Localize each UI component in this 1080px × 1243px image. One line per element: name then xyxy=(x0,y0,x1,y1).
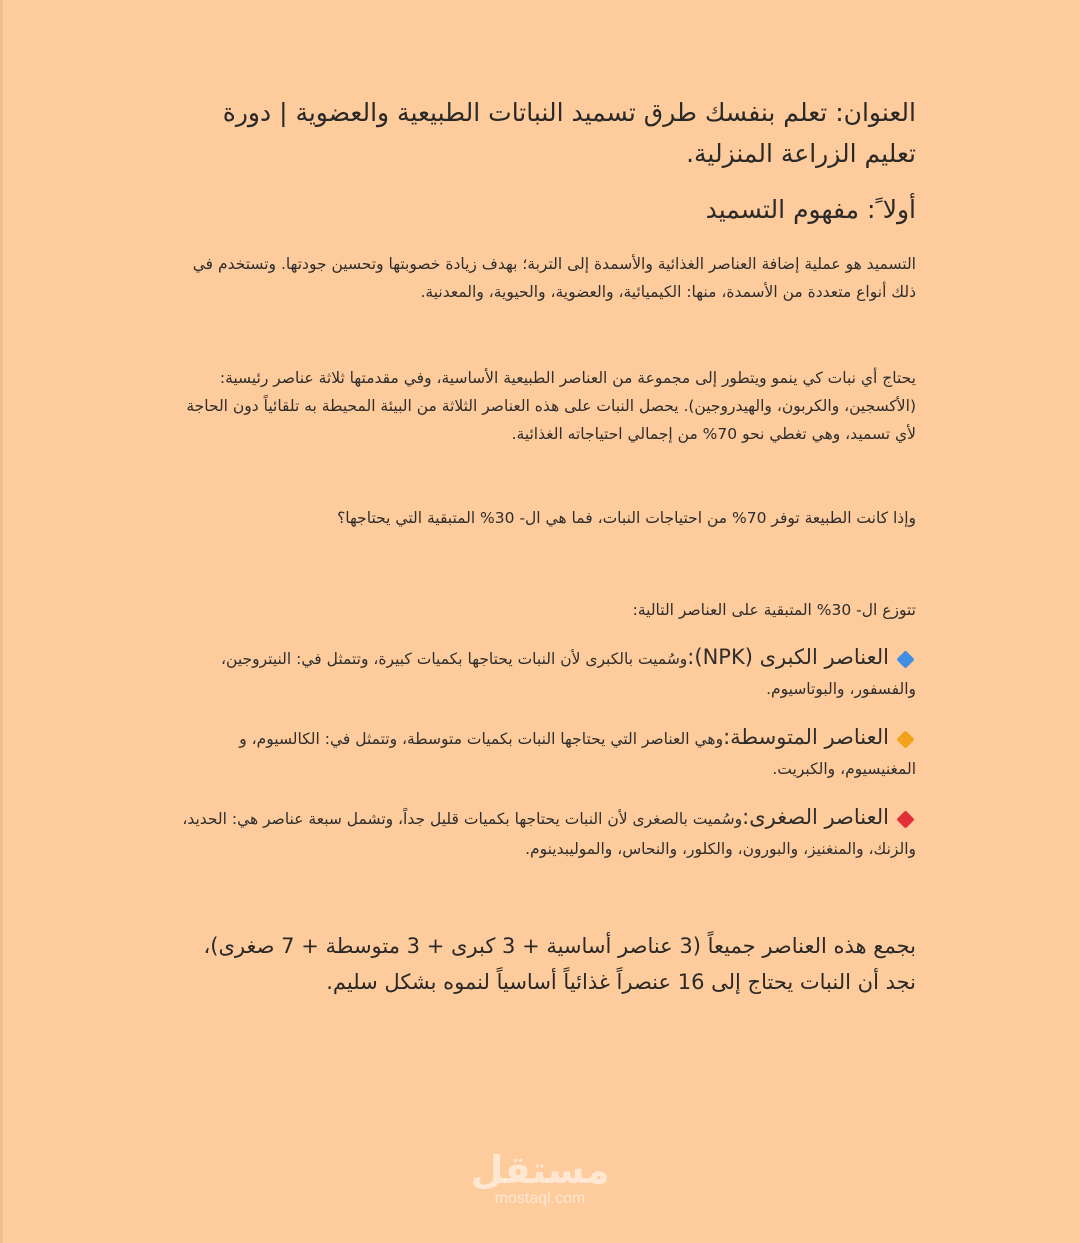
summary-paragraph: بجمع هذه العناصر جميعاً (3 عناصر أساسية + 3 كبرى + 3 متوسطة + 7 صغرى)، نجد أن النبات يحتاج إلى 16 عنصراً غذائياً أساسياً لنموه بشكل سليم. xyxy=(203,934,916,994)
item-title: العناصر الكبرى (NPK): xyxy=(687,645,889,669)
list-item-secondary-elements xyxy=(170,722,916,784)
paragraph-distribution-intro: تتوزع ال- 30% المتبقية على العناصر التالية: xyxy=(632,601,916,619)
watermark-url: mostaql.com xyxy=(494,1190,586,1207)
document-body xyxy=(170,92,916,1021)
red-diamond-icon xyxy=(896,810,914,828)
list-item-macro-elements xyxy=(170,642,916,704)
orange-diamond-icon xyxy=(896,730,914,748)
item-text: وسُميت بالصغرى لأن النبات يحتاجها بكميات قليل جداً، وتشمل سبعة عناصر هي: الحديد، والزنك، والمنغنيز، والبورون، والكلور، والنحاس، والموليبدينوم. xyxy=(182,810,916,858)
list-item-micro-elements xyxy=(170,802,916,864)
paragraph-basic-elements: يحتاج أي نبات كي ينمو ويتطور إلى مجموعة من العناصر الطبيعية الأساسية، وفي مقدمتها ثلاثة عناصر رئيسية: (الأكسجين، والكربون، والهيدروجين). يحصل النبات على هذه العناصر الثلاثة من البيئة المحيطة به تلقائياً دون الحاجة لأي تسميد، وهي تغطي نحو 70% من إجمالي احتياجاته الغذائية. xyxy=(186,369,916,443)
watermark-logo: مستقل xyxy=(470,1148,610,1192)
document-title: العنوان: تعلم بنفسك طرق تسميد النباتات الطبيعية والعضوية | دورة تعليم الزراعة المنزلية. xyxy=(222,98,916,168)
watermark xyxy=(470,1150,610,1208)
item-text: وهي العناصر التي يحتاجها النبات بكميات متوسطة، وتتمثل في: الكالسيوم، و المغنيسيوم، والكبريت. xyxy=(239,730,916,778)
paragraph-definition: التسميد هو عملية إضافة العناصر الغذائية والأسمدة إلى التربة؛ بهدف زيادة خصوبتها وتحسين جودتها. وتستخدم في ذلك أنواع متعددة من الأسمدة، منها: الكيميائية، والعضوية، والحيوية، والمعدنية. xyxy=(192,255,916,301)
item-title: العناصر المتوسطة: xyxy=(723,725,889,749)
item-title: العناصر الصغرى: xyxy=(742,805,889,829)
paragraph-question: وإذا كانت الطبيعة توفر 70% من احتياجات النبات، فما هي ال- 30% المتبقية التي يحتاجها؟ xyxy=(337,509,916,527)
blue-diamond-icon xyxy=(896,650,914,668)
section-heading: أولا ً: مفهوم التسميد xyxy=(705,195,916,224)
item-text: وسُميت بالكبرى لأن النبات يحتاجها بكميات كبيرة، وتتمثل في: النيتروجين، والفسفور، والبوتاسيوم. xyxy=(221,650,916,698)
page-edge xyxy=(0,0,3,1243)
